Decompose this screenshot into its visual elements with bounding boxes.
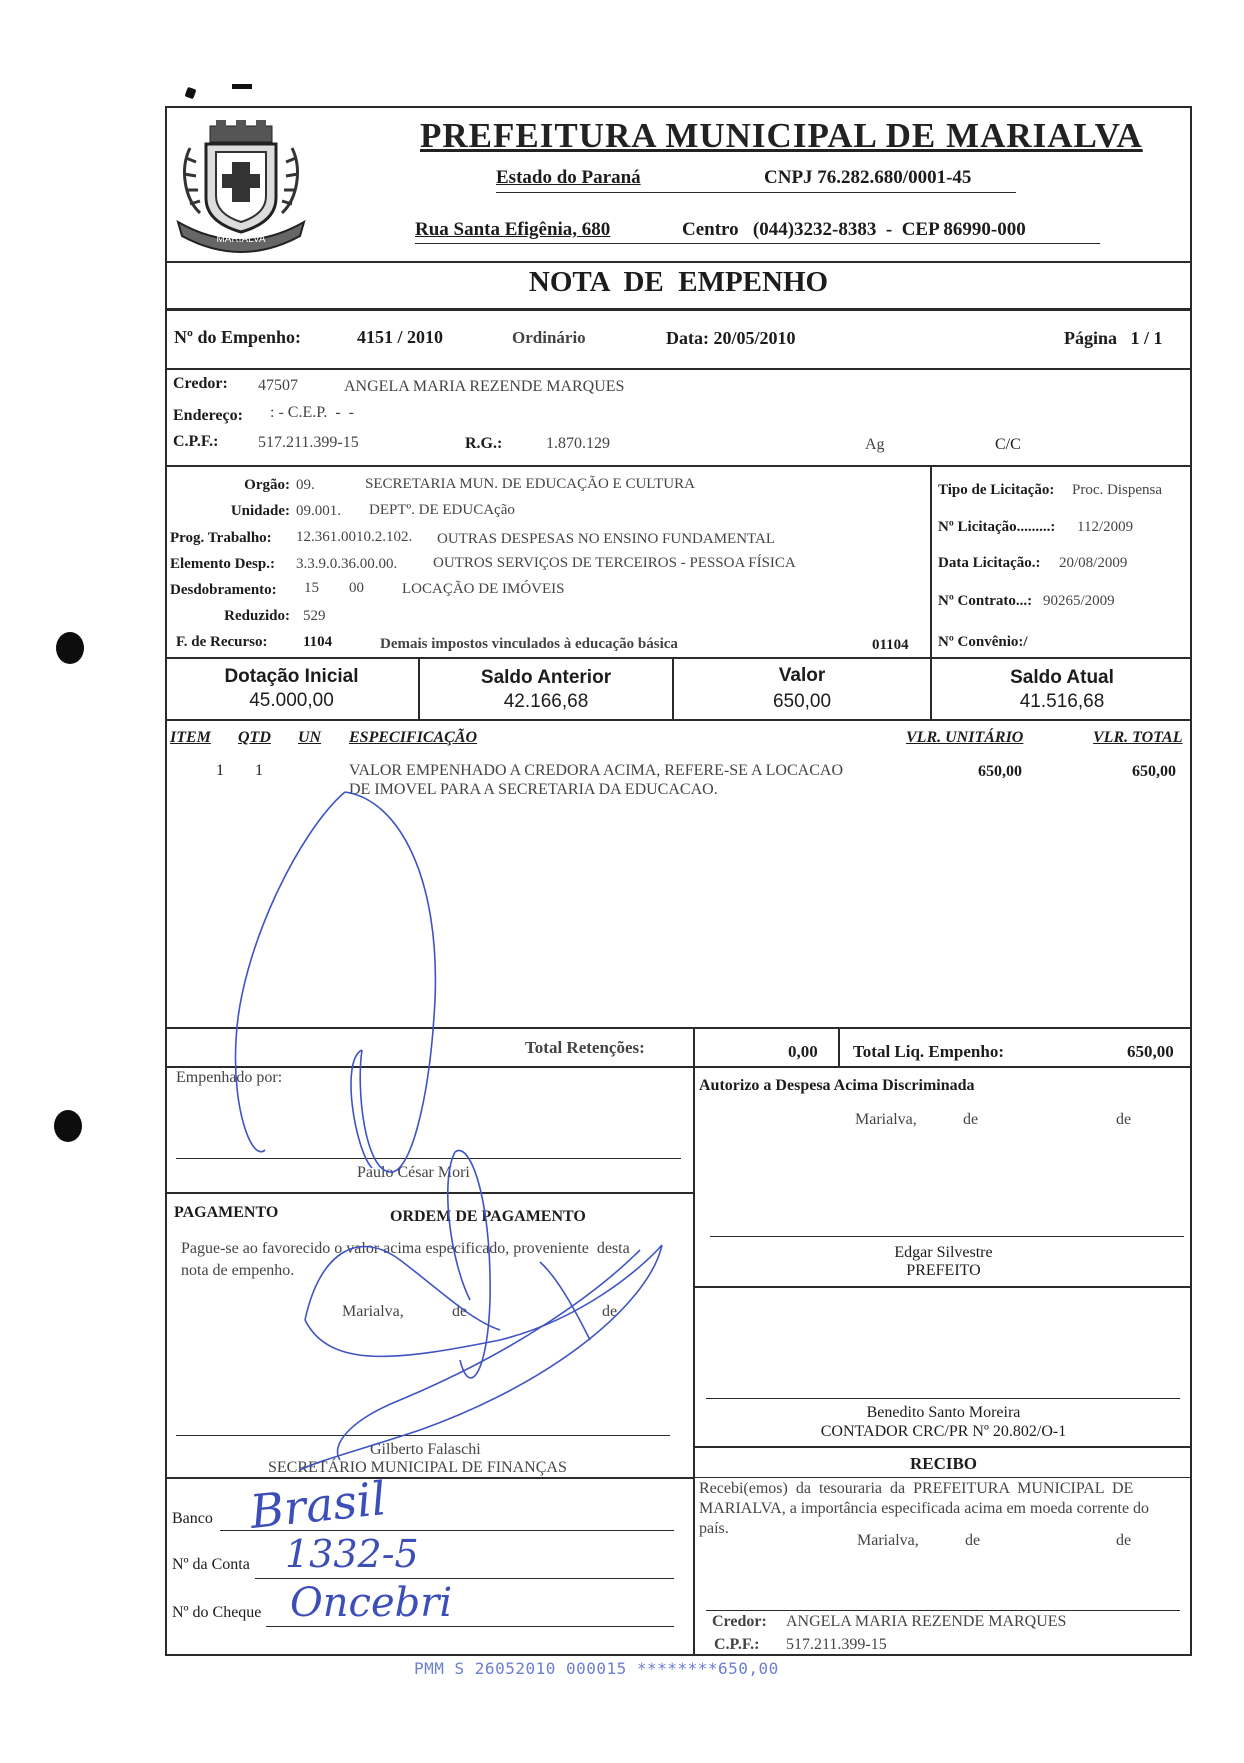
col-un: UN [298, 729, 322, 746]
unidade-desc: DEPTº. DE EDUCAção [369, 502, 515, 518]
empenho-date: Data: 20/05/2010 [666, 328, 796, 348]
cnpj: CNPJ 76.282.680/0001-45 [764, 167, 972, 188]
credor-label: Credor: [173, 375, 228, 392]
contador-role: CONTADOR CRC/PR Nº 20.802/O-1 [820, 1423, 1067, 1440]
page-number: Página 1 / 1 [1064, 328, 1163, 348]
unidade-code: 09.001. [296, 503, 341, 519]
cheque-label: Nº do Cheque [172, 1604, 262, 1621]
col-spec: ESPECIFICAÇÃO [349, 729, 478, 746]
recibo-de-1: de [965, 1532, 981, 1549]
balance-label-dotacao: Dotação Inicial [224, 666, 359, 687]
pagamento-text-1: Pague-se ao favorecido o valor acima especificado, proveniente desta [181, 1240, 630, 1257]
banco-handwritten: Brasil [247, 1471, 389, 1539]
empenho-number: 4151 / 2010 [357, 327, 444, 347]
orgao-desc: SECRETARIA MUN. DE EDUCAÇÃO E CULTURA [365, 476, 695, 492]
elem-code: 3.3.9.0.36.00.00. [296, 556, 398, 572]
retencoes-value: 0,00 [788, 1042, 818, 1061]
fonte-label: F. de Recurso: [176, 634, 268, 650]
balance-value-anterior: 42.166,68 [503, 691, 589, 712]
autorizo-place: Marialva, [855, 1111, 917, 1128]
credor-rg: 1.870.129 [546, 435, 610, 452]
recibo-cpf: 517.211.399-15 [786, 1636, 887, 1653]
item-spec-line2: DE IMOVEL PARA A SECRETARIA DA EDUCACAO. [349, 781, 718, 798]
scan-mark [232, 84, 252, 89]
licitacao-number-label: Nº Licitação.........: [938, 519, 1056, 535]
recibo-cpf-label: C.P.F.: [714, 1636, 760, 1653]
recibo-credor-name: ANGELA MARIA REZENDE MARQUES [786, 1613, 1067, 1630]
state-name: Estado do Paraná [496, 167, 641, 188]
tipo-licitacao: Proc. Dispensa [1072, 482, 1162, 498]
prog-desc: OUTRAS DESPESAS NO ENSINO FUNDAMENTAL [437, 531, 775, 547]
contact-line: Centro (044)3232-8383 - CEP 86990-000 [682, 219, 1026, 240]
licitacao-number: 112/2009 [1077, 519, 1134, 535]
elem-desc: OUTROS SERVIÇOS DE TERCEIROS - PESSOA FÍSICA [433, 555, 796, 571]
reduzido-code: 529 [303, 608, 326, 624]
prog-label: Prog. Trabalho: [170, 530, 272, 546]
balance-label-valor: Valor [778, 665, 826, 686]
punch-hole [56, 632, 84, 664]
municipal-crest [170, 118, 312, 258]
recibo-text-1: Recebi(emos) da tesouraria da PREFEITURA MUNICIPAL DE [699, 1480, 1134, 1497]
balance-label-atual: Saldo Atual [1010, 667, 1114, 688]
payment-stamp: PMM S 26052010 000015 ********650,00 [414, 1659, 779, 1678]
recibo-text-2: MARIALVA, a importância especificada acima em moeda corrente do [699, 1500, 1150, 1517]
autorizo-de-2: de [1116, 1111, 1132, 1128]
tipo-licitacao-label: Tipo de Licitação: [938, 482, 1055, 498]
punch-hole [54, 1110, 82, 1142]
pagamento-text-2: nota de empenho. [181, 1262, 295, 1279]
empenhado-name: Paulo César Mori [357, 1164, 470, 1181]
empenho-number-label: Nº do Empenho: [174, 327, 301, 347]
convenio-label: Nº Convênio:/ [938, 634, 1028, 650]
credor-name: ANGELA MARIA REZENDE MARQUES [344, 378, 625, 395]
autorizo-de-1: de [963, 1111, 979, 1128]
conta-label: Nº da Conta [172, 1556, 250, 1573]
item-unit-value: 650,00 [978, 763, 1022, 780]
pagamento-place: Marialva, [342, 1303, 404, 1320]
pagamento-de-1: de [452, 1303, 468, 1320]
recibo-title: RECIBO [909, 1454, 978, 1473]
prefeito-role: PREFEITO [906, 1262, 981, 1279]
recibo-de-2: de [1116, 1532, 1132, 1549]
address-label: Endereço: [173, 407, 243, 424]
ordem-pagamento: ORDEM DE PAGAMENTO [390, 1208, 586, 1225]
reduzido-label: Reduzido: [224, 608, 290, 624]
banco-label: Banco [172, 1510, 213, 1527]
ag-label: Ag [865, 436, 885, 453]
pagamento-title: PAGAMENTO [174, 1204, 279, 1221]
balance-value-dotacao: 45.000,00 [249, 690, 334, 711]
licitacao-date: 20/08/2009 [1059, 555, 1128, 571]
retencoes-label: Total Retenções: [525, 1038, 645, 1057]
orgao-label: Orgão: [244, 477, 290, 493]
doc-title: NOTA DE EMPENHO [528, 266, 829, 298]
licitacao-date-label: Data Licitação.: [938, 555, 1041, 571]
cheque-handwritten: Oncebri [290, 1580, 453, 1626]
liq-empenho-value: 650,00 [1127, 1042, 1174, 1061]
address: Rua Santa Efigênia, 680 [415, 219, 611, 240]
credor-address: : - C.E.P. - - [270, 404, 354, 421]
cpf-label: C.P.F.: [173, 433, 219, 450]
item-total-value: 650,00 [1132, 763, 1176, 780]
fonte-desc: Demais impostos vinculados à educação básica [380, 636, 678, 652]
autorizo-text: Autorizo a Despesa Acima Discriminada [699, 1077, 975, 1094]
col-item: ITEM [170, 729, 211, 746]
col-unit-value: VLR. UNITÁRIO [906, 729, 1024, 746]
credor-code: 47507 [258, 377, 298, 394]
orgao-code: 09. [296, 477, 315, 493]
empenhado-label: Empenhado por: [176, 1069, 283, 1086]
col-total-value: VLR. TOTAL [1093, 729, 1183, 746]
unidade-label: Unidade: [230, 503, 290, 519]
contador-name: Benedito Santo Moreira [866, 1404, 1021, 1421]
contrato-label: Nº Contrato...: [938, 593, 1033, 609]
fonte-code-2: 01104 [872, 637, 909, 653]
fonte-code: 1104 [303, 634, 333, 650]
prog-code: 12.361.0010.2.102. [296, 529, 413, 545]
prefeito-name: Edgar Silvestre [894, 1244, 993, 1261]
cc-label: C/C [995, 436, 1021, 453]
contrato-number: 90265/2009 [1043, 593, 1115, 609]
elem-label: Elemento Desp.: [170, 556, 275, 572]
crest-label: MARIALVA [216, 234, 266, 245]
page-title: PREFEITURA MUNICIPAL DE MARIALVA [420, 116, 1143, 155]
scan-mark [185, 87, 197, 99]
col-qtd: QTD [238, 729, 271, 746]
credor-cpf: 517.211.399-15 [258, 434, 359, 451]
desdob-desc: LOCAÇÃO DE IMÓVEIS [402, 581, 565, 597]
pagamento-de-2: de [602, 1303, 618, 1320]
liq-empenho-label: Total Liq. Empenho: [853, 1042, 1004, 1061]
financas-signer: Gilberto Falaschi [370, 1441, 481, 1458]
rg-label: R.G.: [465, 435, 503, 452]
financas-role: SECRETÁRIO MUNICIPAL DE FINANÇAS [268, 1459, 567, 1476]
desdob-code: 15 00 [304, 580, 364, 596]
empenho-type: Ordinário [512, 328, 586, 347]
item-qtd: 1 [255, 762, 263, 779]
recibo-credor-label: Credor: [712, 1613, 767, 1630]
balance-label-anterior: Saldo Anterior [480, 667, 612, 688]
balance-value-atual: 41.516,68 [1019, 691, 1105, 712]
recibo-text-3: país. [699, 1520, 729, 1537]
conta-handwritten: 1332-5 [285, 1532, 419, 1576]
item-number: 1 [216, 762, 224, 779]
item-spec-line1: VALOR EMPENHADO A CREDORA ACIMA, REFERE-SE A LOCACAO [349, 762, 843, 779]
desdob-label: Desdobramento: [170, 582, 277, 598]
recibo-place: Marialva, [857, 1532, 919, 1549]
balance-value-valor: 650,00 [772, 691, 832, 712]
